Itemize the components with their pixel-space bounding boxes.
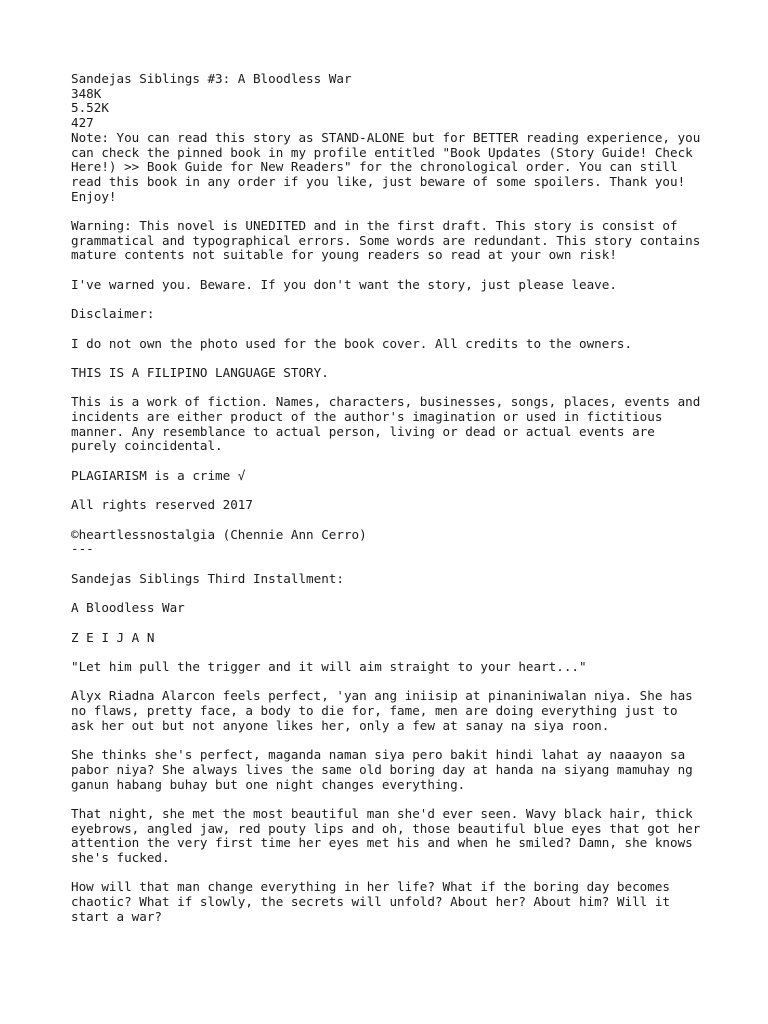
synopsis-paragraph-2: She thinks she's perfect, maganda naman siya pero bakit hindi lahat ay naaayon sa pabor niya? She always lives the same old boring day at handa na siyang mamuhay ng ganun habang buhay but one night changes everything. — [71, 747, 693, 792]
votes-count: 5.52K — [71, 100, 109, 116]
beware-paragraph: I've warned you. Beware. If you don't want the story, just please leave. — [71, 276, 617, 292]
parts-count: 427 — [71, 115, 94, 131]
synopsis-paragraph-3: That night, she met the most beautiful man she'd ever seen. Wavy black hair, thick eyebrows, angled jaw, red pouty lips and oh, those beautiful blue eyes that got her attention the very first time her eyes met his and when he smiled? Damn, she knows she's fucked. — [71, 805, 701, 866]
document-page — [71, 72, 711, 939]
fiction-notice: This is a work of fiction. Names, characters, businesses, songs, places, events and incidents are either product of the author's imagination or used in fictitious manner. Any resemblance to actual person, living or dead or actual events are purely coincidental. — [71, 394, 701, 454]
book-title: A Bloodless War — [71, 600, 185, 616]
tagline-quote: "Let him pull the trigger and it will aim straight to your heart..." — [71, 658, 587, 674]
synopsis-paragraph-1: Alyx Riadna Alarcon feels perfect, 'yan ang iniisip at pinaniniwalan niya. She has no flaws, pretty face, a body to die for, fame, men are doing everything just to ask her out but not anyone likes her, only a few at sanay na siya roon. — [71, 688, 693, 733]
story-title: Sandejas Siblings #3: A Bloodless War — [71, 71, 352, 86]
installment-heading: Sandejas Siblings Third Installment: — [71, 570, 344, 586]
language-notice: THIS IS A FILIPINO LANGUAGE STORY. — [71, 364, 329, 380]
photo-disclaimer: I do not own the photo used for the book cover. All credits to the owners. — [71, 335, 633, 351]
note-paragraph: Note: You can read this story as STAND-ALONE but for BETTER reading experience, you can check the pinned book in my profile entitled "Book Updates (Story Guide! Check Here!) >> Book Guide for New Readers" for the chronological order. You can still read this book in any order if you like, just beware of some spoilers. Thank you! Enjoy! — [71, 129, 701, 204]
rights-notice: All rights reserved 2017 — [71, 497, 253, 513]
warning-paragraph: Warning: This novel is UNEDITED and in the first draft. This story is consist of grammatical and typographical errors. Some words are redundant. This story contains mature contents not suitable for young readers so read at your own risk! — [71, 218, 701, 263]
synopsis-paragraph-4: How will that man change everything in her life? What if the boring day becomes chaotic? What if slowly, the secrets will unfold? About her? About him? Will it start a war? — [71, 879, 670, 924]
story-header — [71, 72, 711, 131]
copyright-line: ©heartlessnostalgia (Chennie Ann Cerro) --- — [71, 526, 367, 557]
disclaimer-heading: Disclaimer: — [71, 306, 155, 322]
plagiarism-notice: PLAGIARISM is a crime √ — [71, 467, 246, 483]
reads-count: 348K — [71, 85, 102, 101]
character-name: Z E I J A N — [71, 629, 155, 645]
